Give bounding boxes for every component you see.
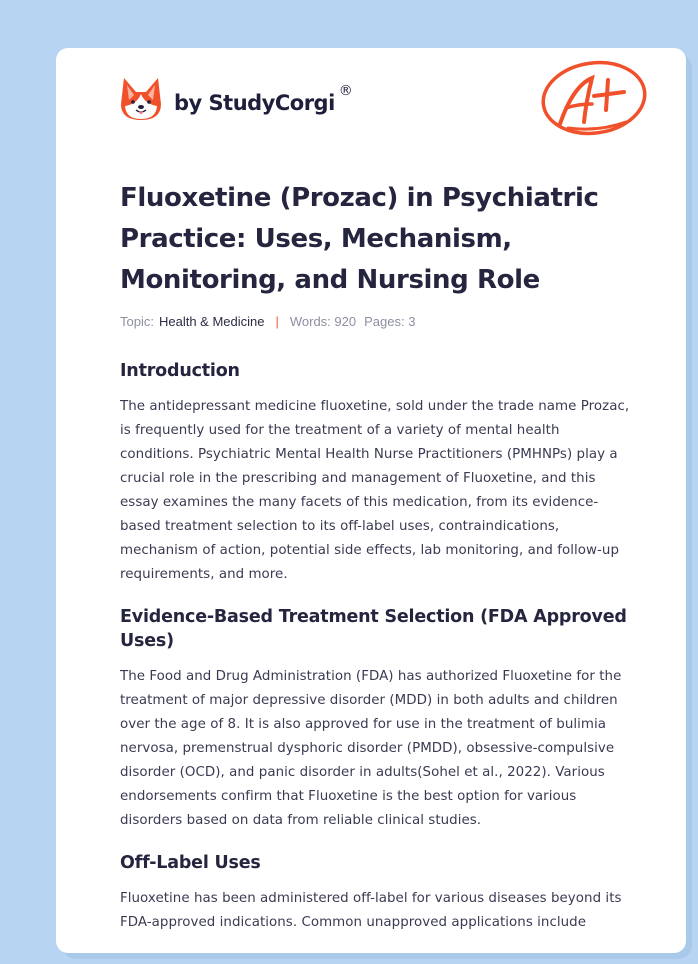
section-body-introduction: The antidepressant medicine fluoxetine, sold under the trade name Prozac, is frequently used for the treatment of a variety of mental health conditions. Psychiatric Mental Health Nurse Practitioners (PMHNPs) play a crucial role in the prescribing and management of Fluoxetine, and this essay examines the many facets of this medication, from its evidence-based treatment selection to its off-label uses, contraindications, mechanism of action, potential side effects, lab monitoring, and follow-up requirements, and more. [120, 399, 630, 582]
section-heading-off-label-uses: Off-Label Uses [120, 853, 261, 873]
corgi-icon [120, 76, 162, 122]
studycorgi-logo[interactable] [120, 74, 353, 124]
meta-separator: | [275, 314, 279, 329]
word-count: Words: 920 [289, 314, 357, 329]
article-meta [120, 313, 632, 331]
section-heading-introduction: Introduction [120, 361, 240, 381]
section-heading-fda-approved-uses: Evidence-Based Treatment Selection (FDA Approved Uses) [120, 607, 627, 651]
topic-label: Topic: [120, 314, 154, 329]
page-count: Pages: 3 [364, 314, 416, 329]
document-card [56, 48, 686, 953]
section-body-off-label-uses: Fluoxetine has been administered off-label for various diseases beyond its FDA-approved indications. Common unapproved applications include [120, 891, 622, 930]
article-content [120, 178, 632, 935]
article-title: Fluoxetine (Prozac) in Psychiatric Practice: Uses, Mechanism, Monitoring, and Nursing Role [120, 183, 599, 295]
logo-text: by StudyCorgi [174, 91, 335, 115]
topic-link[interactable]: Health & Medicine [158, 314, 265, 329]
a-plus-badge-icon [538, 58, 650, 140]
section-body-fda-approved-uses: The Food and Drug Administration (FDA) has authorized Fluoxetine for the treatment of major depressive disorder (MDD) in both adults and children over the age of 8. It is also approved for use in the treatment of bulimia nervosa, premenstrual dysphoric disorder (PMDD), obsessive-compulsive disorder (OCD), and panic disorder in adults(Sohel et al., 2022). Various endorsements confirm that Fluoxetine is the best option for various disorders based on data from reliable clinical studies. [120, 669, 622, 828]
registered-mark: ® [338, 83, 353, 99]
